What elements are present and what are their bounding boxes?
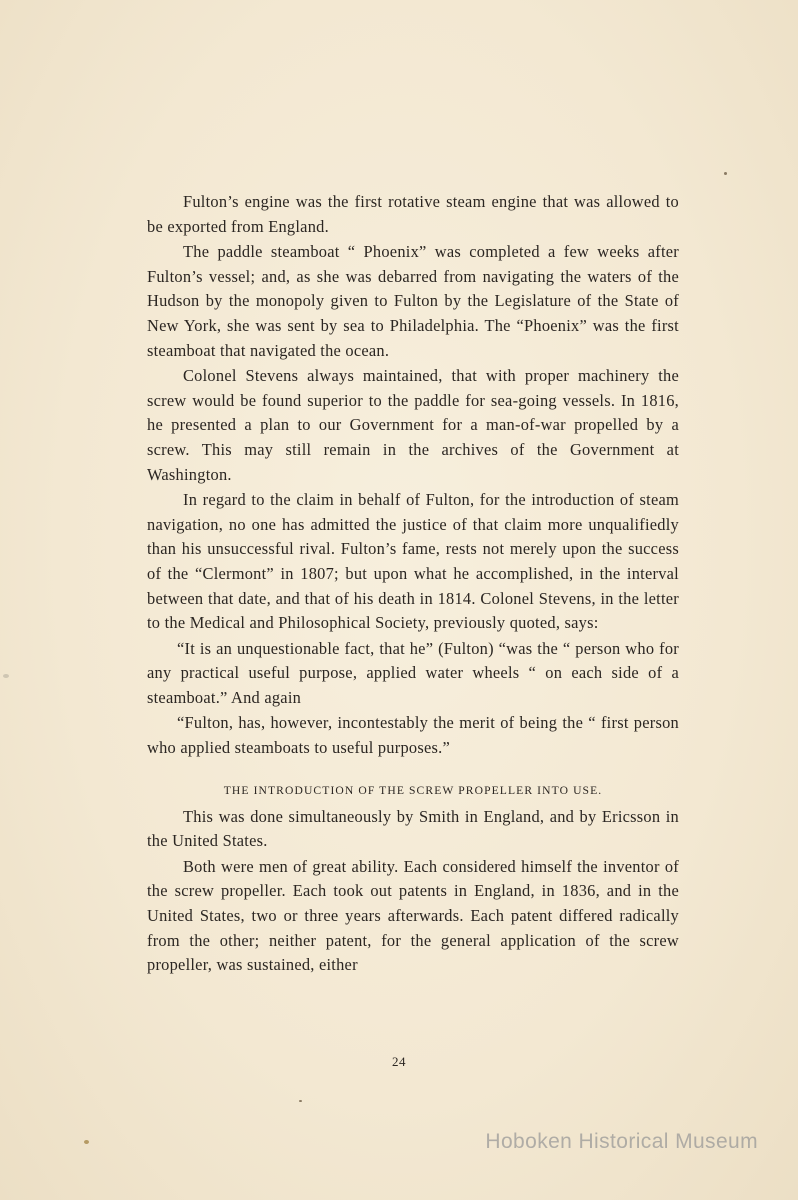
paragraph-phoenix: The paddle steamboat “ Phoenix” was completed a few weeks after Fulton’s vessel; and, as she was debarred from navigating the waters of the Hudson by the monopoly given to Fulton by the Legislature of the State of New York, she was sent by sea to Philadelphia. The “Phoenix” was the first steamboat that navigated the ocean. [147,242,679,360]
paragraph-smith-ericsson: This was done simultaneously by Smith in England, and by Ericsson in the United States. [147,806,679,851]
body-text [147,190,679,978]
page-number: 24 [392,1054,406,1069]
ink-speck [724,172,727,175]
paragraph-colonel-stevens-screw: Colonel Stevens always maintained, that with proper machinery the screw would be found superior to the paddle for sea-going vessels. In 1816, he presented a plan to our Government for a man-of-war propelled by a screw. This may still remain in the archives of the Government at Washington. [147,366,679,484]
paragraph-fulton-claim: In regard to the claim in behalf of Fulton, for the introduction of steam navigation, no one has admitted the justice of that claim more unqualifiedly than his unsuccessful rival. Fulton’s fame, rests not merely upon the success of the “Clermont” in 1807; but upon what he accomplished, in the interval between that date, and that of his death in 1814. Colonel Stevens, in the letter to the Medical and Philosophical Society, previously quoted, says: [147,490,679,633]
paragraph-patents: Both were men of great ability. Each considered himself the inventor of the screw propeller. Each took out patents in England, in 1836, and in the United States, two or three years afterwards. Each patent differed radically from the other; neither patent, for the general application of the screw propeller, was sustained, either [147,856,679,975]
quote-fulton-merit: “Fulton, has, however, incontestably the merit of being the “ first person who applied steamboats to useful purposes.” [147,713,679,758]
ink-speck [299,1100,302,1102]
ink-speck [84,1140,89,1144]
ink-speck [3,674,9,678]
section-heading: THE INTRODUCTION OF THE SCREW PROPELLER INTO USE. [223,783,603,797]
paragraph-fulton-engine: Fulton’s engine was the first rotative steam engine that was allowed to be exported from England. [147,192,679,236]
quote-water-wheels: “It is an unquestionable fact, that he” (Fulton) “was the “ person who for any practical useful purpose, applied water wheels “ on each side of a steamboat.” And again [147,638,679,707]
museum-watermark: Hoboken Historical Museum [485,1130,758,1153]
